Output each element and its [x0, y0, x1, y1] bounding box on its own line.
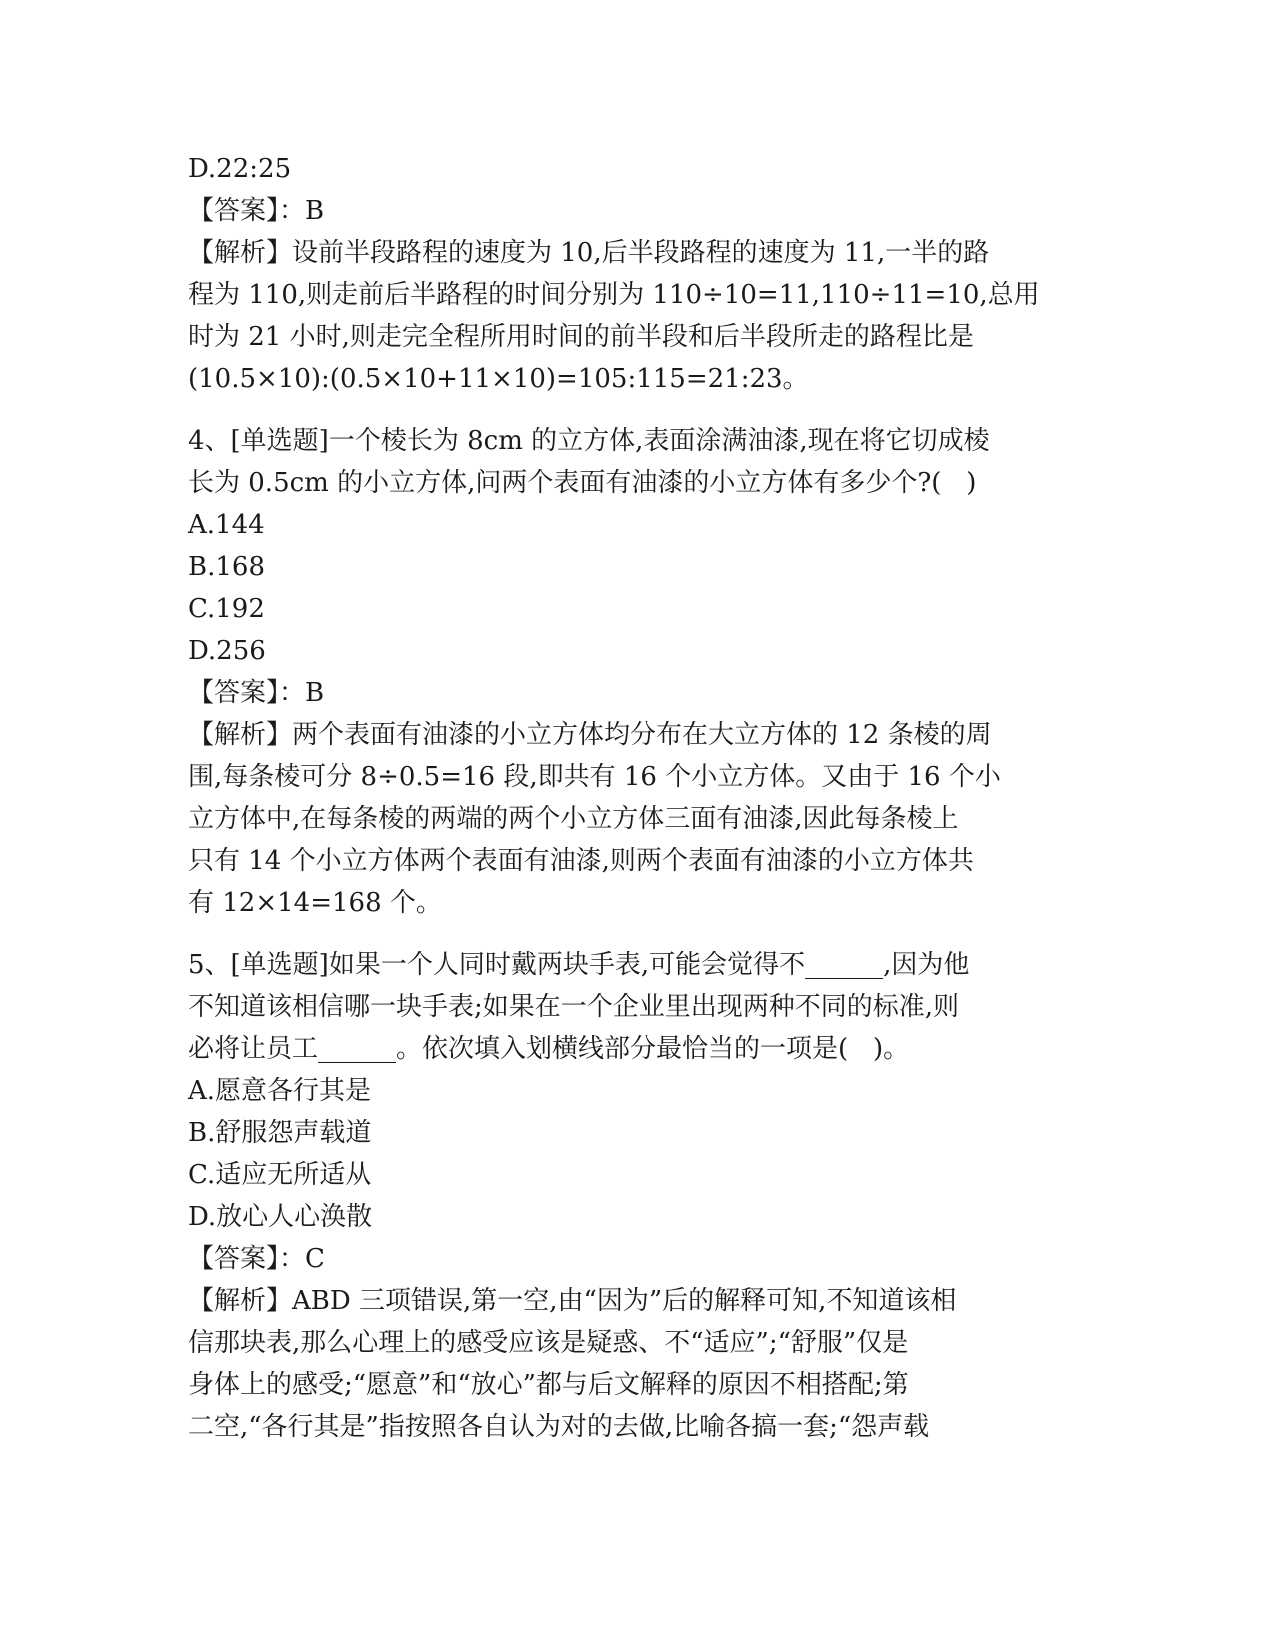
q5-answer: 【答案】：C [188, 1244, 325, 1274]
q5-analysis-line: 【解析】ABD 三项错误,第一空,由“因为”后的解释可知,不知道该相 [188, 1286, 957, 1316]
q5-analysis-line: 二空,“各行其是”指按照各自认为对的去做,比喻各搞一套;“怨声载 [188, 1412, 930, 1442]
q4-option-d: D.256 [188, 636, 266, 666]
spacer [188, 924, 1088, 944]
q4-stem-line: 4、[单选题]一个棱长为 8cm 的立方体,表面涂满油漆,现在将它切成棱 [188, 426, 990, 456]
question-5 [188, 944, 1088, 1448]
q4-option-a: A.144 [188, 510, 265, 540]
q4-analysis-line: 围,每条棱可分 8÷0.5=16 段,即共有 16 个小立方体。又由于 16 个小 [188, 762, 1001, 792]
q4-option-c: C.192 [188, 594, 265, 624]
q5-stem-line: 必将让员工______。依次填入划横线部分最恰当的一项是( )。 [188, 1034, 910, 1064]
q4-analysis-line: 【解析】两个表面有油漆的小立方体均分布在大立方体的 12 条棱的周 [188, 720, 992, 750]
q5-analysis-line: 身体上的感受;“愿意”和“放心”都与后文解释的原因不相搭配;第 [188, 1370, 909, 1400]
q3-analysis-line: (10.5×10):(0.5×10+11×10)=105:115=21:23。 [188, 364, 809, 394]
q3-option-d: D.22:25 [188, 154, 292, 184]
q5-stem-line: 不知道该相信哪一块手表;如果在一个企业里出现两种不同的标准,则 [188, 992, 960, 1022]
q5-option-b: B.舒服怨声载道 [188, 1118, 372, 1148]
spacer [188, 400, 1088, 420]
q4-answer: 【答案】：B [188, 678, 325, 708]
question-3-tail [188, 148, 1088, 400]
q5-option-c: C.适应无所适从 [188, 1160, 372, 1190]
q3-analysis-line: 时为 21 小时,则走完全程所用时间的前半段和后半段所走的路程比是 [188, 322, 974, 352]
q3-analysis-line: 【解析】设前半段路程的速度为 10,后半段路程的速度为 11,一半的路 [188, 238, 990, 268]
q4-stem-line: 长为 0.5cm 的小立方体,问两个表面有油漆的小立方体有多少个?( ) [188, 468, 977, 498]
q4-analysis-line: 只有 14 个小立方体两个表面有油漆,则两个表面有油漆的小立方体共 [188, 846, 974, 876]
q5-option-d: D.放心人心涣散 [188, 1202, 373, 1232]
q5-stem-line: 5、[单选题]如果一个人同时戴两块手表,可能会觉得不______,因为他 [188, 950, 970, 980]
q5-analysis-line: 信那块表,那么心理上的感受应该是疑惑、不“适应”;“舒服”仅是 [188, 1328, 909, 1358]
q3-analysis-line: 程为 110,则走前后半路程的时间分别为 110÷10=11,110÷11=10,总用 [188, 280, 1040, 310]
q5-option-a: A.愿意各行其是 [188, 1076, 372, 1106]
q3-answer: 【答案】：B [188, 196, 325, 226]
q4-option-b: B.168 [188, 552, 265, 582]
q4-analysis-line: 有 12×14=168 个。 [188, 888, 442, 918]
document-page [188, 148, 1088, 1448]
question-4 [188, 420, 1088, 924]
q4-analysis-line: 立方体中,在每条棱的两端的两个小立方体三面有油漆,因此每条棱上 [188, 804, 959, 834]
